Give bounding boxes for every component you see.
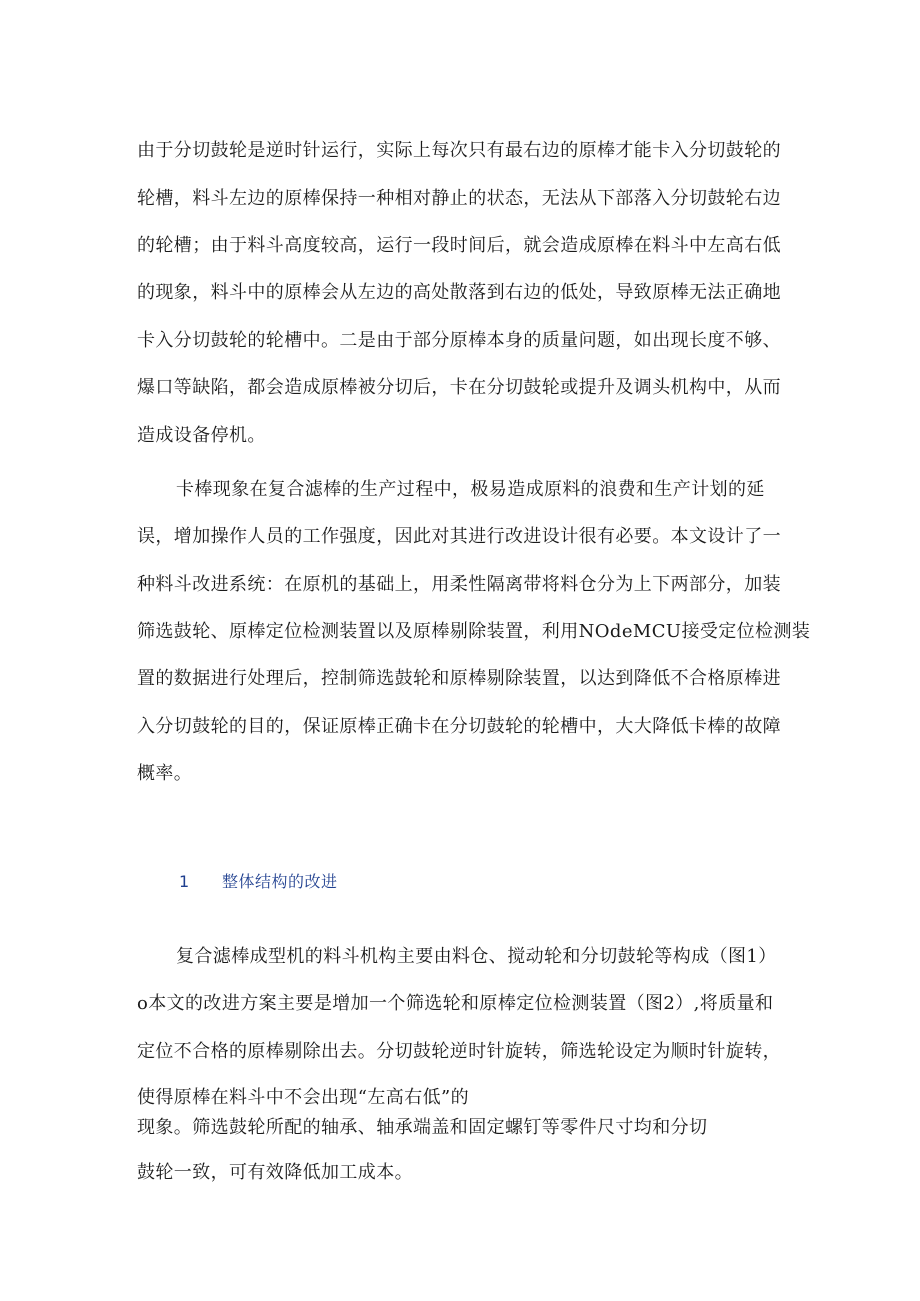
paragraph-line: 鼓轮一致，可有效降低加工成本。 xyxy=(137,1162,413,1183)
paragraph-line: 概率。 xyxy=(137,763,193,784)
paragraph-line: 定位不合格的原棒剔除出去。分切鼓轮逆时针旋转，筛选轮设定为顺时针旋转， xyxy=(137,1041,781,1062)
section-title: 整体结构的改进 xyxy=(222,872,338,891)
paragraph-line: 使得原棒在料斗中不会出现“左高右低”的 xyxy=(137,1087,470,1108)
paragraph-line: 复合滤棒成型机的料斗机构主要由料仓、搅动轮和分切鼓轮等构成（图1） xyxy=(176,946,777,967)
paragraph-line: 爆口等缺陷，都会造成原棒被分切后，卡在分切鼓轮或提升及调头机构中，从而 xyxy=(137,377,781,398)
paragraph-line: 轮槽，料斗左边的原棒保持一种相对静止的状态，无法从下部落入分切鼓轮右边 xyxy=(137,188,781,209)
paragraph-line: 造成设备停机。 xyxy=(137,425,266,446)
paragraph-line: o本文的改进方案主要是增加一个筛选轮和原棒定位检测装置（图2）,将质量和 xyxy=(137,993,774,1014)
section-number: 1 xyxy=(179,872,190,891)
paragraph-line: 筛选鼓轮、原棒定位检测装置以及原棒剔除装置，利用NOdeMCU接受定位检测装 xyxy=(137,621,811,642)
paragraph-line: 的轮槽；由于料斗高度较高，运行一段时间后，就会造成原棒在料斗中左高右低 xyxy=(137,235,781,256)
paragraph-line: 由于分切鼓轮是逆时针运行，实际上每次只有最右边的原棒才能卡入分切鼓轮的 xyxy=(137,140,781,161)
paragraph-line: 卡入分切鼓轮的轮槽中。二是由于部分原棒本身的质量问题，如出现长度不够、 xyxy=(137,330,781,351)
paragraph-line: 种料斗改进系统：在原机的基础上，用柔性隔离带将料仓分为上下两部分，加装 xyxy=(137,574,781,595)
paragraph-line: 入分切鼓轮的目的，保证原棒正确卡在分切鼓轮的轮槽中，大大降低卡棒的故障 xyxy=(137,716,781,737)
paragraph-line: 现象。筛选鼓轮所配的轴承、轴承端盖和固定螺钉等零件尺寸均和分切 xyxy=(137,1117,708,1138)
paragraph-line: 误，增加操作人员的工作强度，因此对其进行改进设计很有必要。本文设计了一 xyxy=(137,526,781,547)
paragraph-line: 卡棒现象在复合滤棒的生产过程中，极易造成原料的浪费和生产计划的延 xyxy=(176,479,765,500)
paragraph-line: 的现象，料斗中的原棒会从左边的高处散落到右边的低处，导致原棒无法正确地 xyxy=(137,282,781,303)
paragraph-line: 置的数据进行处理后，控制筛选鼓轮和原棒剔除装置，以达到降低不合格原棒进 xyxy=(137,668,781,689)
